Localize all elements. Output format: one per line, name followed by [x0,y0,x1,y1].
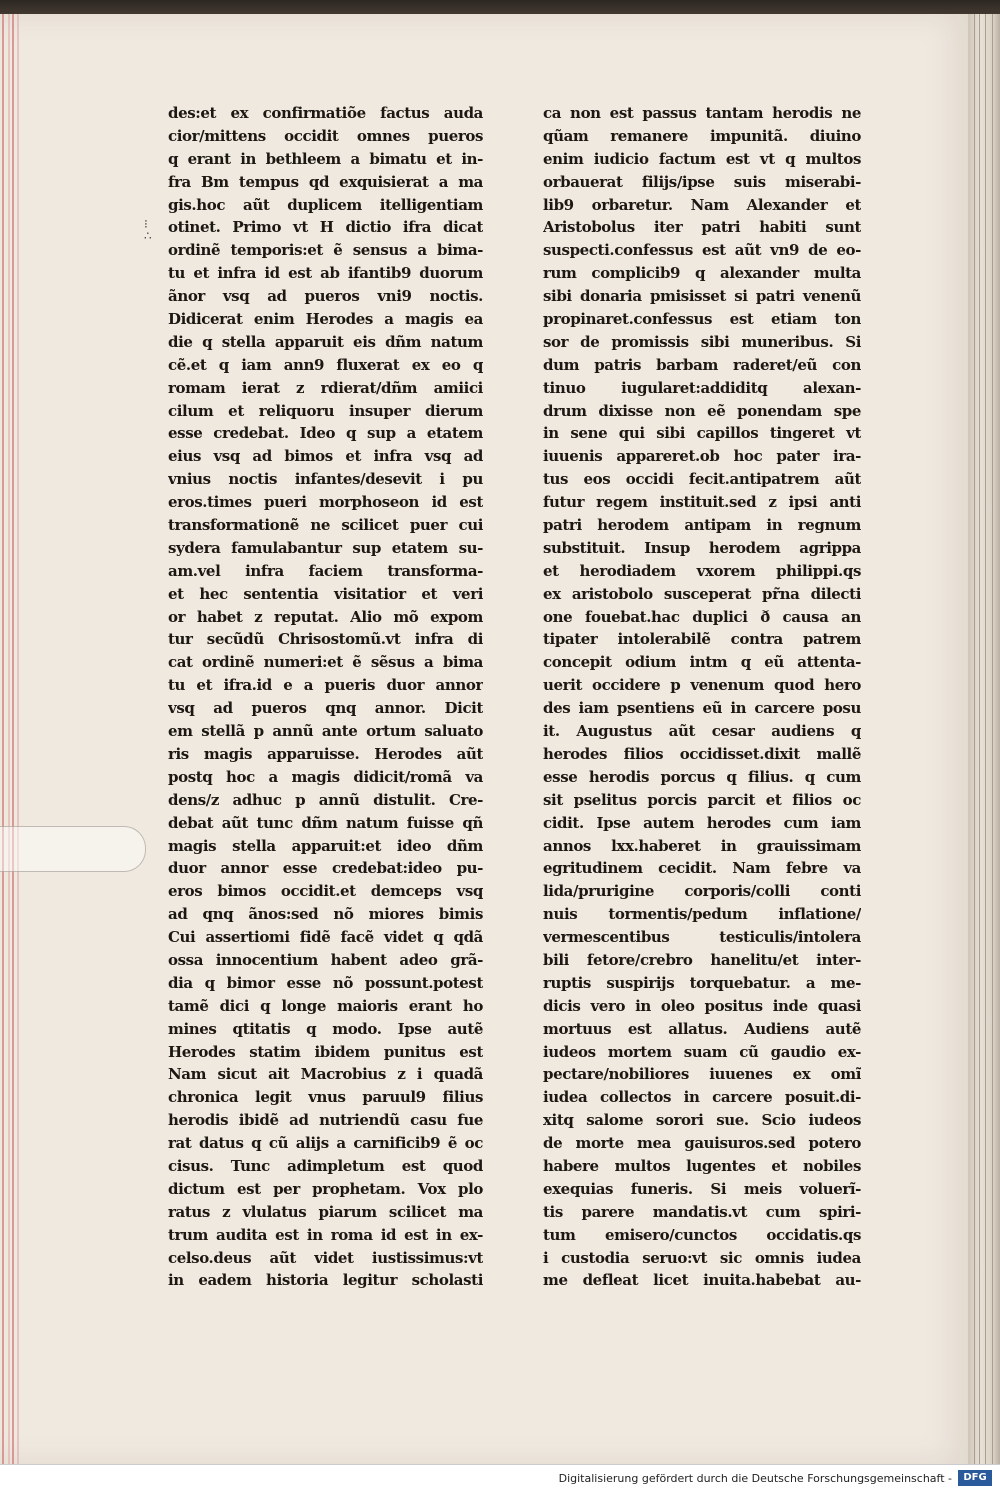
text-line: des:et ex confirmatiõe factus auda [168,104,483,122]
text-line: rum complicib9 q alexander multa [543,264,861,283]
text-line: i custodia seruo:vt sic omnis iudea [543,1248,861,1267]
text-line: or habet z reputat. Alio mõ expom [168,607,483,626]
text-line: sor de promissis sibi muneribus. Si [543,332,861,351]
text-line: et herodiadem vxorem philippi.qs [543,561,861,580]
text-line: ca non est passus tantam herodis ne [543,104,861,122]
footer-bar [0,1464,1000,1493]
text-line: Aristobolus iter patri habiti sunt [543,218,861,237]
text-line: substituit. Insup herodem agrippa [543,538,861,557]
text-line: tamẽ dici q longe maioris erant ho [168,996,483,1015]
text-line: ruptis suspirijs torquebatur. a me- [543,973,861,992]
text-line: am.vel infra faciem transforma- [168,561,483,580]
text-line: cat ordinẽ numeri:et ẽ sẽsus a bima [168,653,483,672]
text-line: debat aũt tunc dñm natum fuisse qñ [168,813,483,832]
text-line: eros bimos occidit.et demceps vsq [168,882,483,901]
text-line: tus eos occidi fecit.antipatrem aũt [543,470,861,489]
text-line: one fouebat.hac duplici ð causa an [543,607,861,626]
text-line: rat datus q cũ alijs a carnificib9 ẽ oc [168,1134,483,1153]
text-line: mines qtitatis q modo. Ipse autẽ [168,1019,483,1038]
text-line: esse credebat. Ideo q sup a etatem [168,424,483,443]
text-line: Herodes statim ibidem punitus est [168,1042,483,1061]
text-line: dia q bimor esse nõ possunt.potest [168,973,483,992]
text-line: vermescentibus testiculis/intolera [543,928,861,947]
text-line: suspecti.confessus est aũt vn9 de eo- [543,241,861,260]
text-line: qũam remanere impunitã. diuino [543,126,861,145]
text-line: patri herodem antipam in regnum [543,516,861,535]
text-line: ris magis apparuisse. Herodes aũt [168,744,483,763]
text-line: tis parere mandatis.vt cum spiri- [543,1202,861,1221]
text-line: cior/mittens occidit omnes pueros [168,126,483,145]
footer-credit: Digitalisierung gefördert durch die Deutsche Forschungsgemeinschaft - [558,1472,952,1485]
page-clip [0,826,146,872]
text-line: vnius noctis infantes/desevit i pu [168,470,483,489]
text-line: eius vsq ad bimos et infra vsq ad [168,447,483,466]
text-line: vsq ad pueros qnq annor. Dicit [168,699,483,718]
text-line: eros.times pueri morphoseon id est [168,493,483,512]
text-line: iudeos mortem suam cũ gaudio ex- [543,1042,861,1061]
text-line: in sene qui sibi capillos tingeret vt [543,424,861,443]
text-line: concepit odium intm q eũ attenta- [543,653,861,672]
text-line: pectare/nobiliores iuuenes ex omĩ [543,1065,861,1084]
text-line: dum patris barbam raderet/eũ con [543,355,861,374]
dfg-logo-icon: DFG [958,1470,992,1486]
text-line: cẽ.et q iam ann9 fluxerat ex eo q [168,355,483,374]
text-column-right [543,102,861,1292]
text-line: die q stella apparuit eis dñm natum [168,332,483,351]
text-line: lib9 orbaretur. Nam Alexander et [543,195,861,214]
text-line: propinaret.confessus est etiam ton [543,310,861,329]
text-line: nuis tormentis/pedum inflatione/ [543,905,861,924]
text-line: annos lxx.haberet in grauissimam [543,836,861,855]
text-line: tu et ifra.id e a pueris duor annor [168,676,483,695]
text-line: ex aristobolo susceperat pr̃na dilecti [543,584,861,603]
text-line: fra Bm tempus qd exquisierat a ma [168,172,483,191]
text-line: bili fetore/crebro hanelitu/et inter- [543,950,861,969]
text-line: gis.hoc aũt duplicem itelligentiam [168,195,483,214]
page-edge-right [968,14,1000,1464]
text-line: Didicerat enim Herodes a magis ea [168,310,483,329]
text-line: me defleat licet inuita.habebat au- [543,1271,861,1290]
text-line: uerit occidere p venenum quod hero [543,676,861,695]
text-line: magis stella apparuit:et ideo dñm [168,836,483,855]
text-line: et hec sententia visitatior et veri [168,584,483,603]
text-line: xitq salome sorori sue. Scio iudeos [543,1111,861,1130]
text-line: chronica legit vnus paruul9 filius [168,1088,483,1107]
text-line: trum audita est in roma id est in ex- [168,1225,483,1244]
text-line: dictum est per prophetam. Vox plo [168,1179,483,1198]
text-line: ad qnq ãnos:sed nõ miores bimis [168,905,483,924]
text-line: cilum et reliquoru insuper dierum [168,401,483,420]
text-line: celso.deus aũt videt iustissimus:vt [168,1248,483,1267]
text-line: duor annor esse credebat:ideo pu- [168,859,483,878]
text-line: tipater intolerabilẽ contra patrem [543,630,861,649]
text-line: egritudinem cecidit. Nam febre va [543,859,861,878]
text-line: herodes filios occidisset.dixit mallẽ [543,744,861,763]
text-line: herodis ibidẽ ad nutriendũ casu fue [168,1111,483,1130]
text-line: it. Augustus aũt cesar audiens q [543,722,861,741]
text-line: exequias funeris. Si meis voluerĩ- [543,1179,861,1198]
text-line: iudea collectos in carcere posuit.di- [543,1088,861,1107]
text-line: ratus z vlulatus piarum scilicet ma [168,1202,483,1221]
text-line: ordinẽ temporis:et ẽ sensus a bima- [168,241,483,260]
text-line: esse herodis porcus q filius. q cum [543,767,861,786]
text-line: sydera famulabantur sup etatem su- [168,538,483,557]
text-line: tu et infra id est ab ifantib9 duorum [168,264,483,283]
text-line: orbauerat filijs/ipse suis miserabi- [543,172,861,191]
text-line: ãnor vsq ad pueros vni9 noctis. [168,287,483,306]
text-line: enim iudicio factum est vt q multos [543,149,861,168]
margin-annotation-mark: ⁝ ∴ [144,217,152,243]
text-line: Nam sicut ait Macrobius z i quadã [168,1065,483,1084]
text-line: Cui assertiomi fidẽ facẽ videt q qdã [168,928,483,947]
text-line: q erant in bethleem a bimatu et in- [168,149,483,168]
text-line: lida/prurigine corporis/colli conti [543,882,861,901]
text-line: ossa innocentium habent adeo grã- [168,950,483,969]
text-line: romam ierat z rdierat/dñm amiici [168,378,483,397]
text-line: in eadem historia legitur scholasti [168,1271,483,1290]
text-column-left [168,102,483,1292]
text-line: habere multos lugentes et nobiles [543,1156,861,1175]
text-line: tinuo iugularet:addiditq alexan- [543,378,861,397]
text-line: tur secũdũ Chrisostomũ.vt infra di [168,630,483,649]
text-line: tum emisero/cunctos occidatis.qs [543,1225,861,1244]
text-line: postq hoc a magis didicit/romã va [168,767,483,786]
text-line: futur regem instituit.sed z ipsi anti [543,493,861,512]
binding-edge-lines [0,14,26,1464]
text-line: otinet. Primo vt H dictio ifra dicat [168,218,483,237]
text-line: sit pselitus porcis parcit et filios oc [543,790,861,809]
text-line: de morte mea gauisuros.sed potero [543,1134,861,1153]
text-line: cidit. Ipse autem herodes cum iam [543,813,861,832]
text-line: transformationẽ ne scilicet puer cui [168,516,483,535]
text-line: cisus. Tunc adimpletum est quod [168,1156,483,1175]
text-line: em stellã p annũ ante ortum saluato [168,722,483,741]
text-line: drum dixisse non eẽ ponendam spe [543,401,861,420]
text-line: des iam psentiens eũ in carcere posu [543,699,861,718]
text-line: dens/z adhuc p annũ distulit. Cre- [168,790,483,809]
text-line: mortuus est allatus. Audiens autẽ [543,1019,861,1038]
text-line: dicis vero in oleo positus inde quasi [543,996,861,1015]
text-line: iuuenis appareret.ob hoc pater ira- [543,447,861,466]
text-line: sibi donaria pmisisset si patri venenũ [543,287,861,306]
